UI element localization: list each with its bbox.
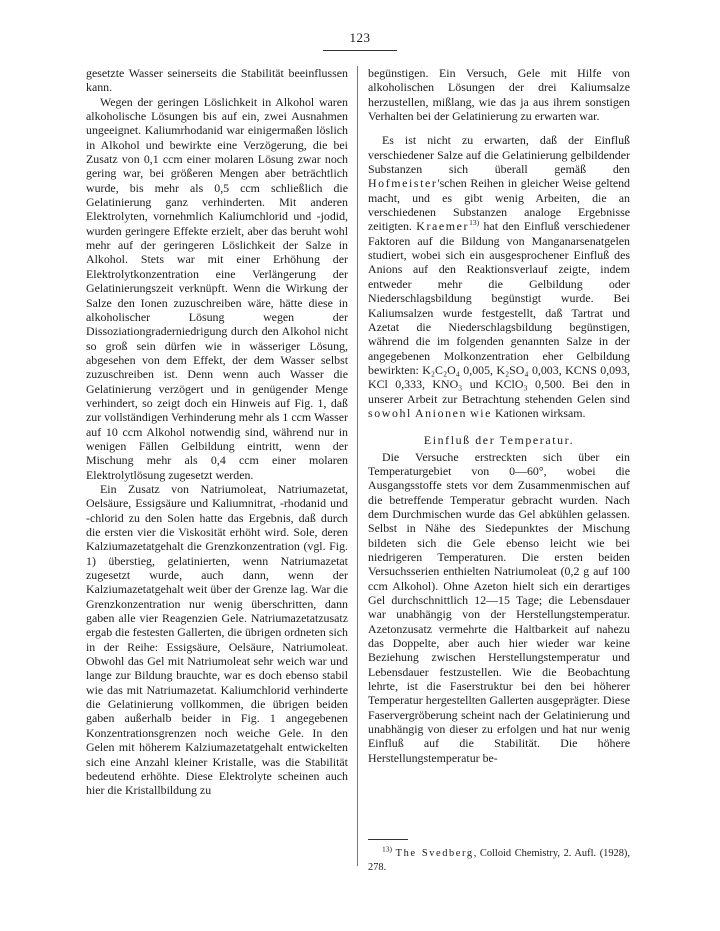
- author-name: Kraemer: [416, 219, 470, 234]
- left-column: [86, 66, 348, 798]
- section-heading: Einfluß der Temperatur.: [423, 433, 575, 448]
- emphasis: wie: [470, 405, 493, 420]
- salt-list: K₂C₂O₄ 0,005, K₂SO₄ 0,003, KCNS 0,093, KCl 0,333, KNO₃ und KClO₃ 0,500.: [368, 362, 630, 392]
- paragraph: Die Versuche erstreckten sich über ein Temperaturgebiet von 0—60°, wobei die Ausgangsstoffe stets vor dem Zusammenmischen auf die betreffende Temperatur gebracht wurden. Nach dem Durchmischen wurde das Gel abkühlen gelassen. Selbst in Nähe des Siedepunktes der Mischung bildeten sich die Gele ebenso leicht wie bei niedrigeren Temperaturen. Die ersten beiden Versuchsserien enthielten Natriumoleat (0,2 g auf 100 ccm Alkohol). Ohne Azeton hielt sich ein derartiges Gel durchschnittlich 12—15 Tage; die Lebensdauer war unabhängig von der Herstellungstemperatur. Azetonzusatz vermehrte die Haltbarkeit auf nahezu das Doppelte, aber auch hier wieder war keine Beziehung zwischen Herstellungstemperatur und Lebensdauer festzustellen. Wie die Beobachtung lehrte, ist die Faserstruktur bei den bei höherer Temperatur hergestellten Gallerten ausgeprägter. Diese Faservergröberung scheint nach der Gelatinierung und unabhängig von dieser zu erfolgen und hat nur wenig Einfluß auf die Stabilität. Die höhere Herstellungstemperatur be-: [368, 449, 630, 765]
- text-run: hat den Einfluß verschiedener Faktoren auf die Bildung von Manganarsenatgelen studiert, wobei sich ein ausgesprochener Einfluß des Anions auf den Reaktionsverlauf zeigte, indem entweder mehr die Gelbildung oder Niederschlagsbildung begünstigt wurde. Bei Kaliumsalzen wurde festgestellt, daß Tartrat und Azetat die Niederschlagsbildung begünstigen, während die im folgenden genannten Salze in der angegebenen Molkonzentration eher Gelbildung bewirkten:: [368, 219, 630, 377]
- text-run: Kationen wirksam.: [495, 405, 586, 420]
- column-divider: [357, 66, 358, 866]
- footnote-text: , Colloid Chemistry, 2. Aufl. (1928), 278.: [368, 848, 630, 873]
- footnote-reference: 13): [469, 218, 480, 228]
- text-run: Bei den in unserer Arbeit zur Betrachtung stehenden Gelen sind: [368, 377, 630, 406]
- paragraph: gesetzte Wasser seinerseits die Stabilität beeinflussen kann.: [86, 66, 348, 95]
- text-run: 'schen Reihen in gleicher Weise geltend macht, und es gibt wenig Arbeiten, die an verschiedenen Substanzen analoge Ergebnisse zeitigten.: [368, 176, 630, 234]
- emphasis: Anionen: [414, 405, 468, 420]
- text-run: Es ist nicht zu erwarten, daß der Einfluß verschiedener Salze auf die Gelatinierung gelbildender Substanzen sich überall gemäß den: [368, 133, 630, 177]
- paragraph: Wegen der geringen Löslichkeit in Alkohol waren alkoholische Lösungen bis auf ein, zwei Ausnahmen ungeeignet. Kaliumrhodanid war einigermaßen löslich in Alkohol und bewirkte eine Verzögerung, die bei Zusatz von 0,1 ccm einer molaren Lösung zwar noch gering war, bei größeren Mengen aber beträchtlich wurde, bis mehr als 0,5 ccm schließlich die Gelatinierung ganz verhinderten. Mit anderen Elektrolyten, vornehmlich Kaliumchlorid und -jodid, wurden geringere Effekte erzielt, aber das beruht wohl mehr auf der geringeren Löslichkeit der Salze in Alkohol. Stets war mit einer Erhöhung der Elektrolytkonzentration eine Verlängerung der Gelatinierungszeit verknüpft. Wenn die Wirkung der Salze den Ionen zuzuschreiben wäre, hätte diese in alkoholischer Lösung wegen der Dissoziationgraderniedrigung durch den Alkohol nicht so groß sein dürfen wie in wässeriger Lösung, abgesehen von dem Effekt, der dem Wasser selbst zuzuschreiben ist. Denn wenn auch Wasser die Gelatinierung verzögert und in genügender Menge verhindert, so zeigt doch ein Hinweis auf Fig. 1, daß zur vollständigen Verhinderung mehr als 1 ccm Wasser auf 10 ccm Alkohol notwendig sind, während nur in wenigen Fällen Gelbildung eintritt, wenn der Mischung mehr als 0,4 ccm einer molaren Elektrolytlösung zugesetzt werden.: [86, 94, 348, 482]
- page-number: 123: [349, 30, 371, 45]
- footnote-rule: [368, 839, 408, 840]
- footnote-author: The Svedberg: [395, 848, 474, 859]
- author-name: Hofmeister: [368, 176, 438, 191]
- paragraph: Ein Zusatz von Natriumoleat, Natriumazetat, Oelsäure, Essigsäure und Kaliumnitrat, -rhodanid und -chlorid zu den Solen hatte das Ergebnis, daß durch die ersten vier die Viskosität erhöht wird. Sole, deren Kalziumazetatgehalt die Grenzkonzentration (vgl. Fig. 1) überstieg, gelatinierten, wenn Natriumazetat zugesetzt wurde, auch dann, wenn der Kalziumazetatgehalt weit über der Grenze lag. War die Grenzkonzentration nur wenig überschritten, dann gaben alle vier Reagenzien Gele. Natriumazetatzusatz ergab die festesten Gallerten, die übrigen ordneten sich in der Reihe: Essigsäure, Oelsäure, Natriumoleat. Obwohl das Gel mit Natriumoleat sehr weich war und lange zur Bildung brauchte, war es doch ebenso stabil wie das mit Natriumazetat. Kaliumchlorid verhinderte die Gelatinierung vollkommen, die übrigen beiden gaben außerhalb beider in Fig. 1 angegebenen Konzentrationsgrenzen noch weiche Gele. In den Gelen mit höherem Kalziumazetatgehalt entwickelten sich eine Anzahl kleiner Kristalle, was die Stabilität bedeutend erhöhte. Diese Elektrolyte scheinen auch hier die Kristallbildung zu: [86, 481, 348, 798]
- footnote-marker: 13): [382, 844, 392, 854]
- footnote: [368, 844, 630, 874]
- right-column: [368, 66, 630, 765]
- paragraph: begünstigen. Ein Versuch, Gele mit Hilfe von alkoholischen Lösungen der drei Kaliumsalze herzustellen, mißlang, wie das ja aus ihrem sonstigen Verhalten bei der Gelatinierung zu erwarten war.: [368, 66, 630, 124]
- paragraph: [368, 133, 630, 420]
- header-rule: [323, 50, 397, 51]
- emphasis: sowohl: [368, 405, 412, 420]
